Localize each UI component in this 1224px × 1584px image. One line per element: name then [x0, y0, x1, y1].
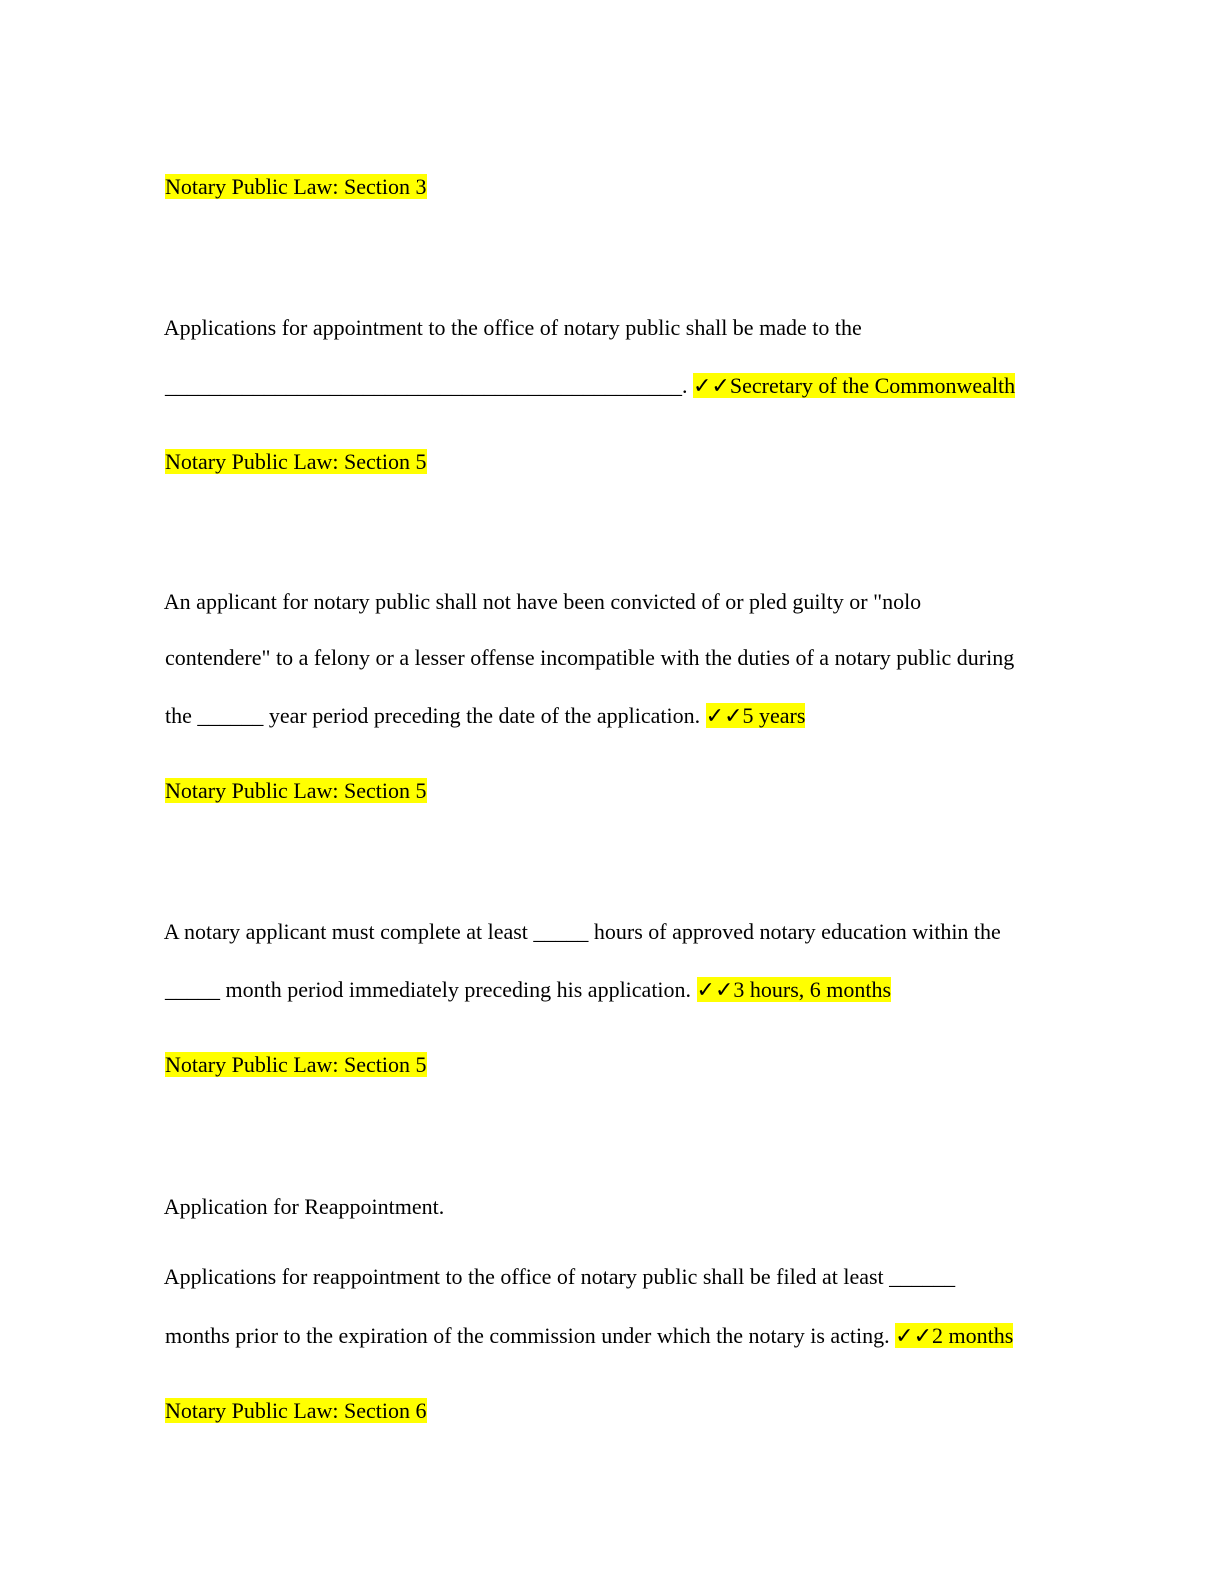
question-text: Applications for reappointment to the office of notary public shall be filed at least ______ — [163, 1264, 956, 1289]
question-text: contendere" to a felony or a lesser offense incompatible with the duties of a notary public during — [165, 645, 1015, 670]
question-text: An applicant for notary public shall not have been convicted of or pled guilty or "nolo — [163, 589, 922, 614]
section-reference — [143, 1366, 427, 1456]
section-reference — [143, 746, 427, 836]
question-text: the ______ year period preceding the date of the application. — [165, 703, 706, 728]
section-reference-text: Notary Public Law: Section 5 — [165, 449, 427, 474]
question-text: A notary applicant must complete at least _____ hours of approved notary education within the — [163, 919, 1001, 944]
question-text: _______________________________________________. — [165, 373, 693, 398]
section-reference-text: Notary Public Law: Section 5 — [165, 778, 427, 803]
answer-text: ✓✓5 years — [705, 703, 806, 728]
answer-text: ✓✓Secretary of the Commonwealth — [693, 373, 1016, 398]
section-reference-text: Notary Public Law: Section 5 — [165, 1052, 427, 1077]
question-text: _____ month period immediately preceding his application. — [165, 977, 697, 1002]
section-reference — [143, 142, 427, 232]
answer-text: ✓✓3 hours, 6 months — [696, 977, 892, 1002]
section-reference — [143, 1020, 427, 1110]
heading-text: Application for Reappointment. — [163, 1194, 445, 1219]
section-reference-text: Notary Public Law: Section 3 — [165, 174, 427, 199]
question-text: Applications for appointment to the office of notary public shall be made to the — [163, 315, 862, 340]
section-reference-text: Notary Public Law: Section 6 — [165, 1398, 427, 1423]
section-reference — [143, 417, 427, 507]
question-text: months prior to the expiration of the commission under which the notary is acting. — [165, 1323, 896, 1348]
answer-text: ✓✓2 months — [895, 1323, 1014, 1348]
